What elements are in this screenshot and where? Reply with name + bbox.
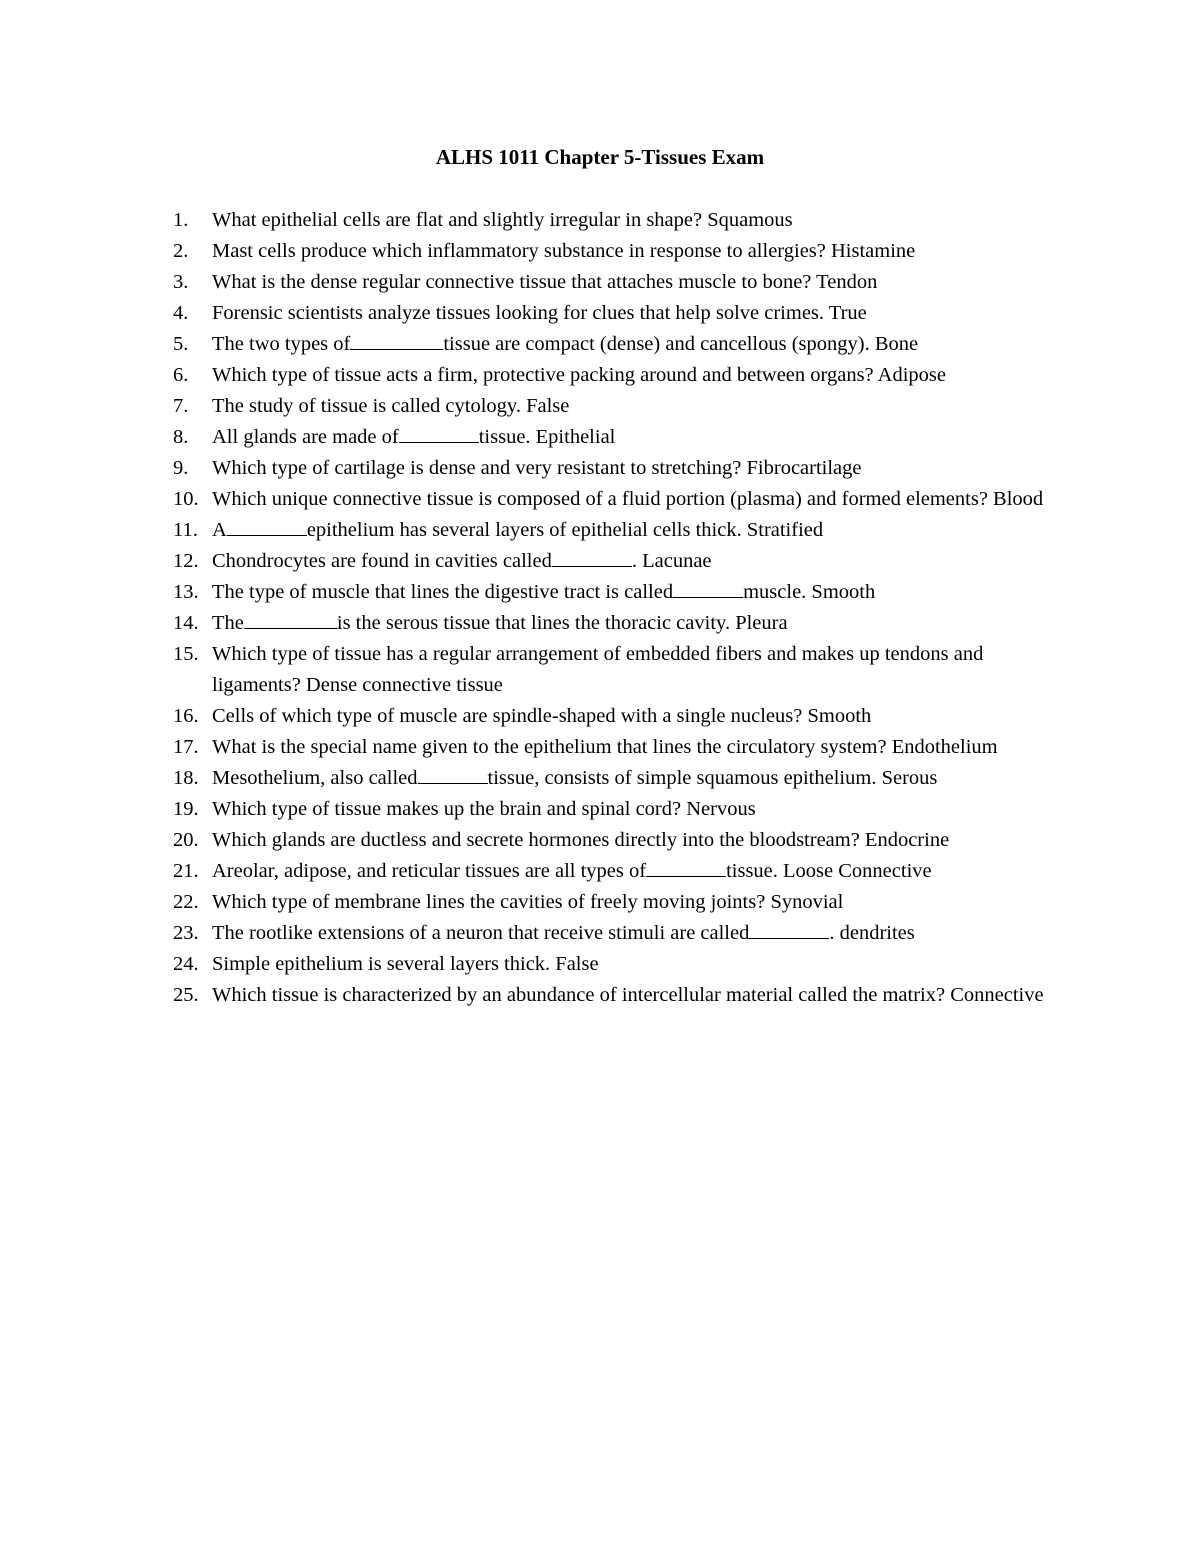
question-text: tissue. Loose Connective [726,860,932,882]
answer-blank [673,579,743,598]
question-text: The rootlike extensions of a neuron that receive stimuli are called [212,922,750,944]
question-text: Which type of tissue has a regular arrangement of embedded fibers and makes up tendons and ligaments? Dense connective tissue [212,643,984,696]
question-item [173,701,1073,732]
question-text: The type of muscle that lines the digestive tract is called [212,581,674,603]
question-text: Which tissue is characterized by an abundance of intercellular material called the matrix? Connective [212,984,1044,1006]
question-text: The two types of [212,333,351,355]
question-item [173,329,1073,360]
question-number: 17. [173,736,199,758]
answer-blank [418,765,488,784]
question-item [173,794,1073,825]
question-item [173,546,1073,577]
question-text: What is the special name given to the epithelium that lines the circulatory system? Endothelium [212,736,998,758]
question-text: . Lacunae [631,550,712,572]
question-item [173,639,1073,701]
question-number: 8. [173,426,189,448]
question-text: Which unique connective tissue is composed of a fluid portion (plasma) and formed elements? Blood [212,488,1044,510]
question-text: What is the dense regular connective tissue that attaches muscle to bone? Tendon [212,271,878,293]
question-text: Which type of tissue makes up the brain and spinal cord? Nervous [212,798,756,820]
question-text: What epithelial cells are flat and slightly irregular in shape? Squamous [212,209,793,231]
page-title: ALHS 1011 Chapter 5-Tissues Exam [435,145,765,169]
question-text: Which type of membrane lines the cavities of freely moving joints? Synovial [212,891,844,913]
question-number: 13. [173,581,199,603]
question-text: epithelium has several layers of epithelial cells thick. Stratified [306,519,824,541]
question-text: Chondrocytes are found in cavities called [212,550,552,572]
question-number: 18. [173,767,199,789]
question-number: 4. [173,302,189,324]
question-item [173,918,1073,949]
question-item [173,391,1073,422]
question-text: Mesothelium, also called [212,767,418,789]
question-item [173,763,1073,794]
answer-blank [227,517,307,536]
question-text: The [212,612,244,634]
question-item [173,980,1073,1011]
question-number: 14. [173,612,199,634]
answer-blank [646,858,726,877]
question-text: is the serous tissue that lines the thoracic cavity. Pleura [336,612,788,634]
question-text: tissue. Epithelial [478,426,616,448]
question-number: 5. [173,333,189,355]
question-number: 19. [173,798,199,820]
question-number: 12. [173,550,199,572]
question-item [173,453,1073,484]
question-text: All glands are made of [212,426,399,448]
question-text: Simple epithelium is several layers thick. False [212,953,599,975]
answer-blank [350,331,443,350]
question-item [173,608,1073,639]
answer-blank [244,610,337,629]
question-text: Which type of tissue acts a firm, protective packing around and between organs? Adipose [212,364,946,386]
question-item [173,856,1073,887]
question-text: muscle. Smooth [743,581,876,603]
question-item [173,360,1073,391]
question-number: 21. [173,860,199,882]
question-item [173,422,1073,453]
question-number: 16. [173,705,199,727]
answer-blank [552,548,632,567]
answer-blank [749,920,829,939]
question-item [173,949,1073,980]
question-item [173,205,1073,236]
question-text: Areolar, adipose, and reticular tissues are all types of [212,860,647,882]
question-text: Cells of which type of muscle are spindle-shaped with a single nucleus? Smooth [212,705,872,727]
question-item [173,298,1073,329]
question-item [173,732,1073,763]
question-item [173,577,1073,608]
question-number: 7. [173,395,189,417]
question-number: 10. [173,488,199,510]
question-number: 2. [173,240,189,262]
question-text: The study of tissue is called cytology. False [212,395,570,417]
question-item [173,267,1073,298]
question-list [173,205,1073,1011]
question-text: A [212,519,227,541]
question-text: tissue are compact (dense) and cancellous (spongy). Bone [443,333,919,355]
answer-blank [399,424,479,443]
question-number: 9. [173,457,189,479]
question-number: 6. [173,364,189,386]
question-text: tissue, consists of simple squamous epithelium. Serous [487,767,938,789]
question-text: . dendrites [829,922,915,944]
question-text: Mast cells produce which inflammatory substance in response to allergies? Histamine [212,240,916,262]
question-item [173,825,1073,856]
question-item [173,236,1073,267]
question-number: 25. [173,984,199,1006]
question-text: Forensic scientists analyze tissues looking for clues that help solve crimes. True [212,302,867,324]
question-number: 15. [173,643,199,665]
question-text: Which glands are ductless and secrete hormones directly into the bloodstream? Endocrine [212,829,950,851]
question-number: 22. [173,891,199,913]
question-text: Which type of cartilage is dense and very resistant to stretching? Fibrocartilage [212,457,862,479]
question-item [173,887,1073,918]
question-item [173,515,1073,546]
question-item [173,484,1073,515]
question-number: 23. [173,922,199,944]
question-number: 24. [173,953,199,975]
question-number: 1. [173,209,189,231]
question-number: 3. [173,271,189,293]
question-number: 11. [173,519,198,541]
question-number: 20. [173,829,199,851]
